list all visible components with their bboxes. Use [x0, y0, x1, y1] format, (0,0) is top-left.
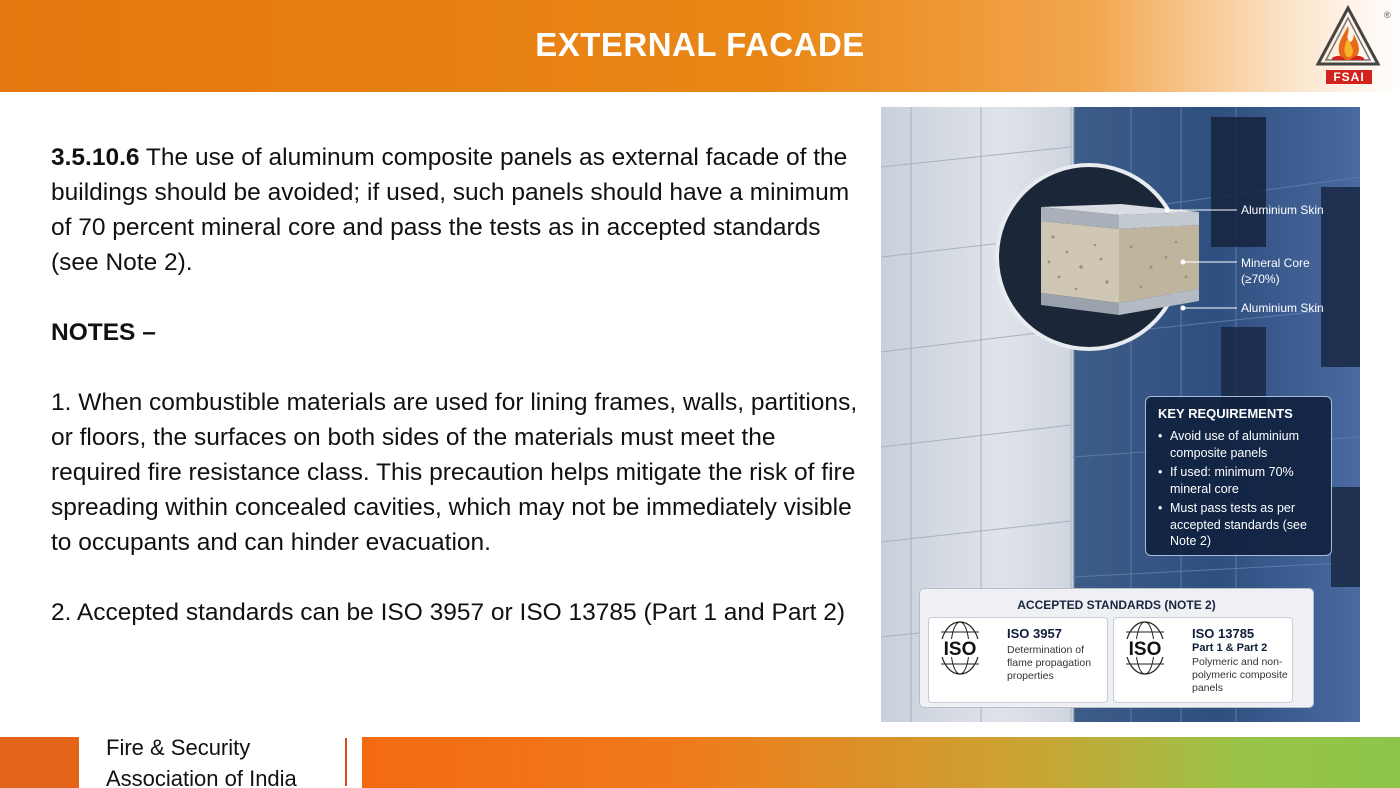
standard-desc: Polymeric and non-polymeric composite panels	[1192, 656, 1288, 694]
slide-title: EXTERNAL FACADE	[535, 26, 865, 63]
iso-mark: ISO	[943, 639, 977, 660]
key-requirements-title: KEY REQUIREMENTS	[1158, 406, 1293, 421]
standard-card-iso-13785	[1113, 617, 1293, 703]
key-requirements-box	[1145, 396, 1332, 556]
footer-org-line-1: Fire & Security	[106, 735, 251, 760]
footer-organization-name	[106, 732, 297, 788]
accepted-standards-title: ACCEPTED STANDARDS (NOTE 2)	[1017, 598, 1216, 612]
callout-mineral-core: Mineral Core	[1241, 256, 1310, 270]
header-bar	[0, 0, 1400, 92]
main-content	[51, 140, 861, 665]
standard-name: ISO 13785	[1192, 626, 1255, 641]
footer-gradient-bar	[362, 737, 1400, 788]
accepted-standards-box	[919, 588, 1314, 708]
footer-divider	[345, 738, 347, 786]
list-item: • If used: minimum 70% mineral core	[1158, 464, 1319, 497]
standard-name: ISO 3957	[1007, 626, 1062, 641]
notes-heading: NOTES –	[51, 319, 156, 346]
footer-org-line-2: Association of India	[106, 766, 297, 788]
callout-aluminium-skin-bottom: Aluminium Skin	[1241, 301, 1324, 315]
clause-paragraph	[51, 140, 861, 280]
note-1: 1. When combustible materials are used for lining frames, walls, partitions, or floors, the surfaces on both sides of the materials must meet the required fire resistance class. This precaution helps mitigate the risk of fire spreading within concealed cavities, which may not be immediately visible to occupants and can hinder evacuation.	[51, 389, 858, 556]
registered-mark: ®	[1384, 10, 1391, 20]
callout-mineral-core-pct: (≥70%)	[1241, 272, 1280, 286]
facade-illustration	[881, 107, 1360, 722]
list-item: • Must pass tests as per accepted standards (see Note 2)	[1158, 500, 1319, 550]
list-item: • Avoid use of aluminium composite panels	[1158, 428, 1319, 461]
standard-desc: Determination of flame propagation properties	[1007, 644, 1092, 682]
standard-part: Part 1 & Part 2	[1192, 642, 1268, 654]
iso-globe-icon	[1114, 618, 1176, 678]
standard-card-iso-3957	[928, 617, 1108, 703]
footer-orange-block	[0, 737, 79, 788]
logo-wordmark: FSAI	[1326, 70, 1372, 84]
clause-text: The use of aluminum composite panels as external facade of the buildings should be avoided; if used, such panels should have a minimum of 70 percent mineral core and pass the tests as in accepted standards (see Note 2).	[51, 144, 850, 276]
key-requirements-list	[1158, 428, 1319, 550]
note-2: 2. Accepted standards can be ISO 3957 or ISO 13785 (Part 1 and Part 2)	[51, 599, 846, 626]
iso-mark: ISO	[1128, 639, 1162, 660]
clause-number: 3.5.10.6	[51, 144, 140, 171]
iso-globe-icon	[929, 618, 991, 678]
callout-aluminium-skin-top: Aluminium Skin	[1241, 203, 1324, 217]
